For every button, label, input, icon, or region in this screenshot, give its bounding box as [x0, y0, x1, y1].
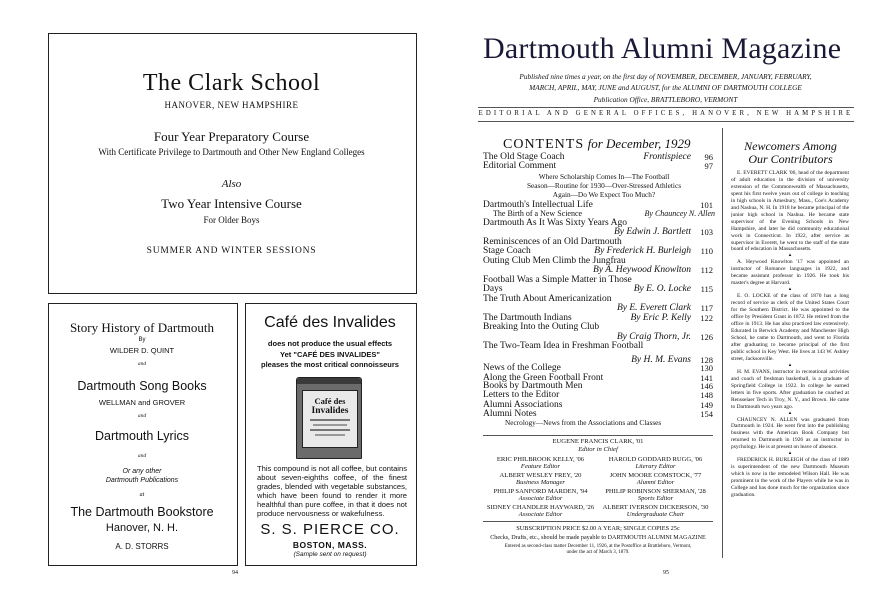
staff-member-role: Alumni Editor	[636, 479, 675, 486]
cafe-title: Café des Invalides	[264, 314, 396, 331]
contents-entry-title: News of the College	[483, 363, 561, 373]
contents-entry-title: Letters to the Editor	[483, 390, 560, 400]
paragraph-divider: ▴	[788, 410, 792, 416]
bookstore-at: at	[139, 492, 145, 498]
bookstore-store: The Dartmouth Bookstore	[70, 505, 214, 519]
bookstore-item1-by: By	[138, 337, 146, 343]
staff-member-name: HAROLD GODDARD RUGG, '06	[608, 456, 703, 463]
can-label-main: Invalides	[311, 406, 349, 416]
bookstore-item2: Dartmouth Song Books	[77, 379, 207, 393]
entered-note-1: Entered as second-class matter December 11, 1926, at the Postoffice at Brattleboro, Vermont,	[504, 544, 692, 549]
contents-entry-author: By H. M. Evans	[631, 355, 691, 365]
staff-member-role: Associate Editor	[518, 495, 563, 502]
cafe-tagline-3: pleases the most critical connoisseurs	[261, 360, 399, 369]
clark-also: Also	[221, 178, 242, 190]
bookstore-location: Hanover, N. H.	[105, 522, 179, 534]
contents-entry-page: 115	[700, 284, 713, 294]
bookstore-item1: Story History of Dartmouth	[69, 320, 215, 335]
contributor-paragraph: E. O. LOCKE of the class of 1870 has a long record of service as clerk of the United States Court for the Southern District. He was appointed to the office by President Grant in 1872. He retired from the office in 1913. He has also practiced law extensively. Educated in Berwick Academy and Manchester High School, he came to Dartmouth, and went to Florida after graduating to become principal of the first public school in Key West. He lives at 143 W. Ashley street, Jacksonville.	[731, 293, 849, 362]
contents-entry-author: By E. Everett Clark	[616, 303, 691, 313]
contents-entry-page: 148	[700, 390, 713, 400]
contributors-text	[731, 170, 849, 560]
bookstore-item2-authors: WELLMAN and GROVER	[98, 398, 186, 407]
contents-entry-author: By Chauncey N. Allen	[644, 209, 715, 218]
contents-entry-title: Necrology—News from the Associations and Classes	[505, 418, 662, 427]
pub-line-1: Published nine times a year, on the first day of NOVEMBER, DECEMBER, JANUARY, FEBRUARY,	[519, 72, 812, 81]
contents-entry-author: By Edwin J. Bartlett	[613, 227, 691, 237]
subscription-price: SUBSCRIPTION PRICE $2.00 A YEAR; SINGLE COPIES 25c	[516, 525, 680, 532]
contents-entry-title: Reminiscences of an Old Dartmouth	[483, 237, 622, 247]
staff-member-name: ALBERT IVERSON DICKERSON, '30	[602, 504, 709, 511]
contents-heading	[503, 136, 691, 153]
bookstore-and-2: and	[137, 413, 147, 419]
cafe-ad	[245, 303, 417, 566]
bookstore-manager: A. D. STORRS	[115, 542, 169, 551]
clark-sessions: SUMMER AND WINTER SESSIONS	[146, 246, 317, 256]
contents-entry-page: 126	[700, 332, 713, 342]
staff-member-role: Sports Editor	[637, 495, 674, 502]
contents-entry	[483, 390, 713, 400]
staff-member-name: PHILIP SANFORD MARDEN, '94	[493, 488, 588, 495]
contents-entry	[483, 161, 713, 171]
cafe-company: S. S. PIERCE CO.	[260, 521, 400, 538]
contents-entry-author: By A. Heywood Knowlton	[593, 265, 691, 275]
contents-entry-page: 130	[700, 363, 713, 373]
contents-entry-author: By Eric P. Kelly	[630, 313, 691, 323]
cafe-tagline-1: does not produce the usual effects	[267, 339, 393, 348]
contents-issue: for December, 1929	[587, 136, 691, 151]
clark-course1: Four Year Preparatory Course	[153, 129, 310, 144]
contents-entry-title: Editorial Comment	[483, 161, 557, 171]
contents-entry-author: By Craig Thorn, Jr.	[616, 332, 691, 342]
contents-entry-author: Frontispiece	[643, 152, 691, 162]
can-label-top: Café des	[314, 396, 346, 406]
contents-entry-page: 154	[700, 409, 713, 419]
paragraph-divider: ▴	[788, 253, 792, 259]
pub-office: Publication Office, BRATTLEBORO, VERMONT	[593, 95, 738, 104]
clark-course1-sub: With Certificate Privilege to Dartmouth and Other New England Colleges	[98, 147, 365, 157]
contents-entry	[483, 341, 713, 351]
contents-entry-title: Dartmouth's Intellectual Life	[483, 200, 593, 210]
contents-entry-page: 149	[700, 400, 713, 410]
contents-entry-title: Again—Do We Expect Too Much?	[552, 190, 656, 199]
contents-entry-title: Season—Routine for 1930—Over-Stressed Athletics	[526, 181, 682, 190]
contents-entry-page: 112	[700, 265, 713, 275]
header-rule-top	[478, 107, 854, 108]
contents-entry-title: The Old Stage Coach	[483, 152, 565, 162]
coffee-can-image	[296, 377, 362, 459]
staff-member-role: Feature Editor	[520, 463, 561, 470]
page-number-right: 95	[663, 570, 669, 576]
contents-entry	[483, 363, 713, 373]
paragraph-divider: ▴	[788, 451, 792, 457]
contributors-heading-2: Our Contributors	[748, 152, 833, 166]
contents-entry-title: Outing Club Men Climb the Jungfrau	[483, 256, 626, 266]
contents-entry-title: Football Was a Simple Matter in Those	[483, 275, 632, 285]
contents-entry	[498, 190, 710, 200]
contributors-heading-1: Newcomers Among	[744, 139, 837, 153]
staff-chief-role: Editor in Chief	[578, 446, 618, 453]
contents-entry-page: 110	[700, 246, 713, 256]
staff-member-name: ERIC PHILBROOK KELLY, '06	[496, 456, 585, 463]
bookstore-author: WILDER D. QUINT	[109, 346, 175, 355]
entered-note-2: under the act of March 3, 1879.	[566, 550, 630, 555]
contributor-paragraph: CHAUNCEY N. ALLEN was graduated from Dartmouth in 1924. He went first into the publishing business with the American Book Company but returned to Dartmouth in 1926 as an instructor in psychology. He is at present on leave of absence.	[731, 416, 849, 451]
contents-entry-author: By E. O. Locke	[633, 284, 691, 294]
staff-member-role: Literary Editor	[635, 463, 676, 470]
contributor-paragraph: FREDERICK H. BURLEIGH of the class of 1889 is superintendent of the new Dartmouth Museum which is now in the remodeled Wilson Hall. He was prominent in the work of the Players while he was in College and has done much for the organization since graduation.	[731, 457, 849, 499]
contents-entry-page: 122	[700, 313, 713, 323]
contributor-paragraph: E. EVERETT CLARK '06, head of the department of adult education in the division of university extension of the Commonwealth of Massachusetts, spent his first twelve years out of college in teaching in high schools in Amesbury, Mass., Coe's Academy and Nashua, N. H. In 1918 he became principal of the junior high school in Nashua. He became state supervisor of the Evening Schools in New Hampshire, and later he did community educational work in Connecticut. In 1922, after service as supervisor in Everett, he went to the staff of the state board of education in Massachusetts.	[731, 170, 849, 253]
contents-entry	[505, 418, 715, 428]
contents-entry	[483, 284, 713, 294]
editorial-offices: EDITORIAL AND GENERAL OFFICES, HANOVER, NEW HAMPSHIRE	[478, 110, 854, 117]
staff-member-role: Business Manager	[516, 479, 565, 486]
contents-entry	[483, 322, 713, 332]
bookstore-item3: Dartmouth Lyrics	[94, 429, 189, 443]
staff-rule	[483, 435, 713, 436]
clark-school-ad	[48, 33, 417, 294]
pub-line-2: MARCH, APRIL, MAY, JUNE and AUGUST, for the ALUMNI OF DARTMOUTH COLLEGE	[529, 83, 802, 92]
cafe-description: This compound is not all coffee, but contains about seven-eighths coffee, of the finest grades, blended with vegetable substances, which have been found to render it more healthful than pure coffee, in that it does not produce nervousness or wakefulness.	[257, 464, 407, 519]
contents-entry-page: 128	[700, 355, 713, 365]
cafe-city: BOSTON, MASS.	[292, 540, 368, 550]
contents-label: CONTENTS	[503, 137, 585, 152]
page-number-left: 94	[232, 570, 238, 576]
contents-entry-title: Books by Dartmouth Men	[483, 381, 583, 391]
contents-entry-title: The Two-Team Idea in Freshman Football	[483, 341, 644, 351]
header-rule-bottom	[478, 121, 854, 122]
contents-entry-title: The Birth of a New Science	[493, 209, 583, 218]
bookstore-other-2: Dartmouth Publications	[105, 477, 179, 484]
contents-entry-title: Alumni Notes	[483, 409, 537, 419]
cafe-sample: (Sample sent on request)	[293, 551, 367, 558]
contents-entry-title: Days	[483, 284, 503, 294]
contents-entry	[483, 246, 713, 256]
clark-title: The Clark School	[142, 70, 321, 96]
contents-entry-page: 97	[704, 161, 713, 171]
contents-entry-page: 141	[700, 373, 713, 383]
contents-entry-title: Stage Coach	[483, 246, 531, 256]
contents-entry-title: The Truth About Americanization	[483, 294, 612, 304]
contributor-paragraph: A. Heywood Knowlton '17 was appointed an instructor of Romance languages in 1922, and became assistant professor in 1926. He took his master's degree at Harvard.	[731, 259, 849, 287]
staff-member-name: ALBERT WESLEY FREY, '20	[499, 472, 582, 479]
contents-entry-page: 117	[700, 303, 713, 313]
clark-course2-sub: For Older Boys	[203, 215, 260, 225]
contents-entry-page: 96	[704, 152, 713, 162]
bookstore-and-3: and	[137, 453, 147, 459]
contents-entry-page: 146	[700, 381, 713, 391]
bookstore-and-1: and	[137, 361, 147, 367]
contents-entry-title: Where Scholarship Comes In—The Football	[538, 172, 670, 181]
contents-entry-title: Breaking Into the Outing Club	[483, 322, 600, 332]
contents-entry-title: The Dartmouth Indians	[483, 313, 572, 323]
staff-chief-name: EUGENE FRANCIS CLARK, '01	[552, 438, 644, 445]
bookstore-ad	[48, 303, 238, 566]
clark-location: HANOVER, NEW HAMPSHIRE	[164, 100, 299, 110]
column-divider	[722, 128, 723, 558]
contents-entry-author: By Frederick H. Burleigh	[594, 246, 691, 256]
staff-member-role: Associate Editor	[518, 511, 563, 518]
staff-member-name: SIDNEY CHANDLER HAYWARD, '26	[486, 504, 595, 511]
clark-course2: Two Year Intensive Course	[161, 196, 302, 211]
contents-entry-page: 101	[700, 200, 713, 210]
cafe-tagline-2: Yet "CAFÉ DES INVALIDES"	[280, 350, 380, 359]
subscription-rule	[483, 521, 713, 522]
checks-note: Checks, Drafts, etc., should be made payable to DARTMOUTH ALUMNI MAGAZINE	[490, 535, 706, 541]
contents-entry-page: 103	[700, 227, 713, 237]
contents-entry-title: Along the Green Football Front	[483, 373, 604, 383]
contents-entry-title: Dartmouth As It Was Sixty Years Ago	[483, 218, 627, 228]
paragraph-divider: ▴	[788, 287, 792, 293]
staff-member-role: Undergraduate Chair	[626, 511, 685, 518]
staff-member-name: JOHN MOORE COMSTOCK, '77	[609, 472, 702, 479]
contents-entry-title: Alumni Associations	[483, 400, 563, 410]
magazine-title: Dartmouth Alumni Magazine	[483, 32, 842, 65]
paragraph-divider: ▴	[788, 362, 792, 368]
contributor-paragraph: H. M. EVANS, instructor in recreational activities and coach of freshman basketball, is a graduate of Springfield College in 1922. In college he earned letters in five sports. After graduation he coached at Rensselaer Tech in Troy, N. Y., and Brown. He came to Dartmouth two years ago.	[731, 368, 849, 410]
staff-member-name: PHILIP ROBINSON SHERMAN, '28	[605, 488, 706, 495]
bookstore-other-1: Or any other	[122, 468, 162, 475]
